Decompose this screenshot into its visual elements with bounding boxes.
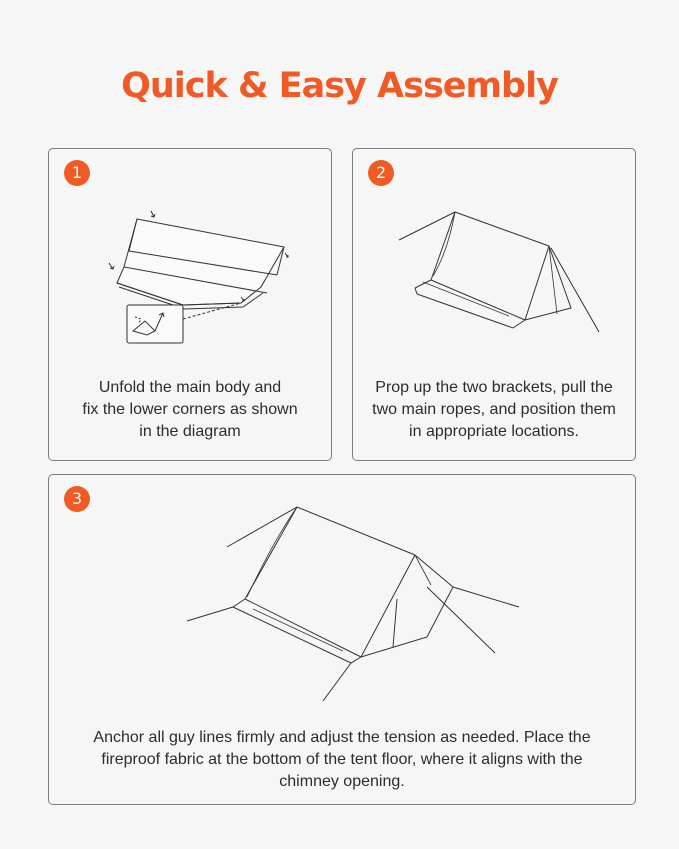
caption-line: two main ropes, and position them [372,401,616,418]
anchored-tent-icon [183,503,523,703]
step-card-1 [48,148,332,461]
step-number-badge: 2 [368,160,394,186]
page-title: Quick & Easy Assembly [121,66,558,106]
caption-line: Unfold the main body and [98,379,282,396]
step-caption-3 [49,727,635,793]
step-card-2 [352,148,636,461]
step-caption-2 [353,377,635,443]
propped-tent-icon [393,204,613,344]
caption-line: in the diagram [139,423,241,440]
step-card-3 [48,474,636,805]
step-number-badge: 3 [64,486,90,512]
caption-line: fix the lower corners as shown [82,401,298,418]
caption-line: Prop up the two brackets, pull the [375,379,613,396]
step-number-badge: 1 [64,160,90,186]
caption-line: Anchor all guy lines firmly and adjust the tension as needed. Place the [93,729,591,746]
step-caption-1 [49,377,331,443]
caption-line: in appropriate locations. [409,423,579,440]
unfolded-tent-fabric-icon [99,201,299,351]
caption-line: chimney opening. [279,773,405,790]
caption-line: fireproof fabric at the bottom of the tent floor, where it aligns with the [101,751,583,768]
